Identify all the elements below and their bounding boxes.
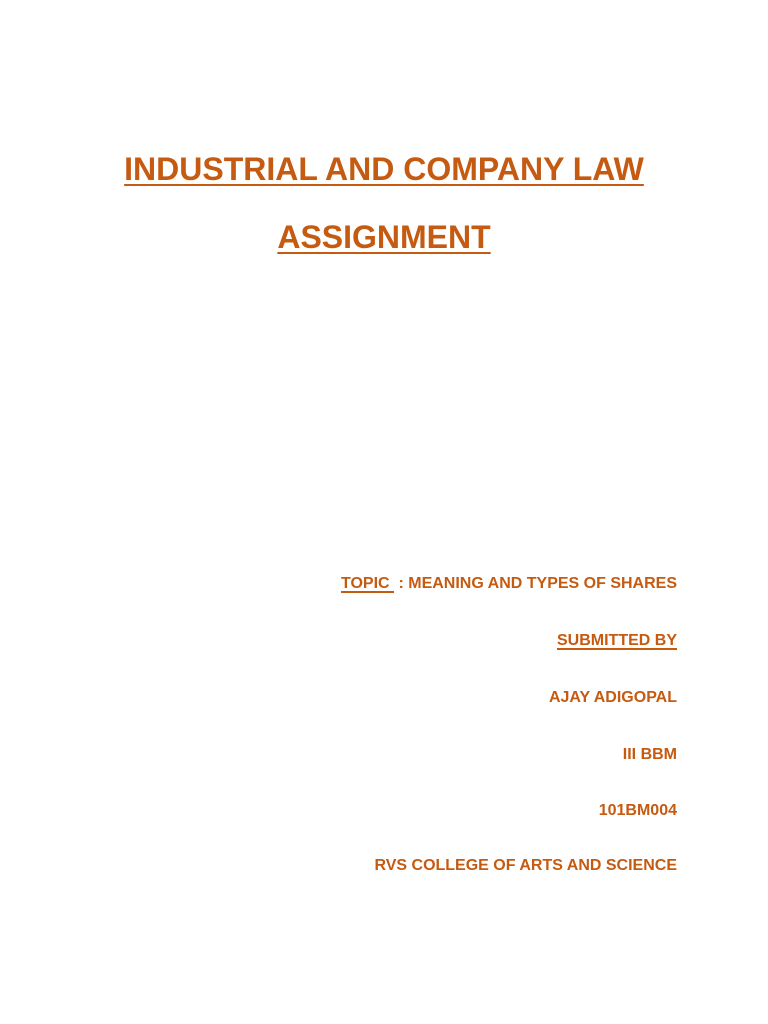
register-number: 101BM004 [598, 802, 677, 819]
title-line-2 [0, 218, 768, 256]
submitted-by-line [557, 631, 677, 651]
title-text-1: INDUSTRIAL AND COMPANY LAW [124, 151, 644, 187]
student-class: III BBM [622, 746, 677, 763]
topic-line [341, 574, 677, 594]
title-text-2: ASSIGNMENT [277, 219, 491, 255]
title-line-1 [0, 150, 768, 188]
student-name: AJAY ADIGOPAL [548, 689, 677, 706]
college-name: RVS COLLEGE OF ARTS AND SCIENCE [374, 857, 677, 874]
topic-label: TOPIC [340, 575, 395, 592]
topic-value: MEANING AND TYPES OF SHARES [408, 575, 677, 592]
topic-separator: : [394, 575, 409, 592]
submitted-by-label: SUBMITTED BY [557, 632, 677, 649]
